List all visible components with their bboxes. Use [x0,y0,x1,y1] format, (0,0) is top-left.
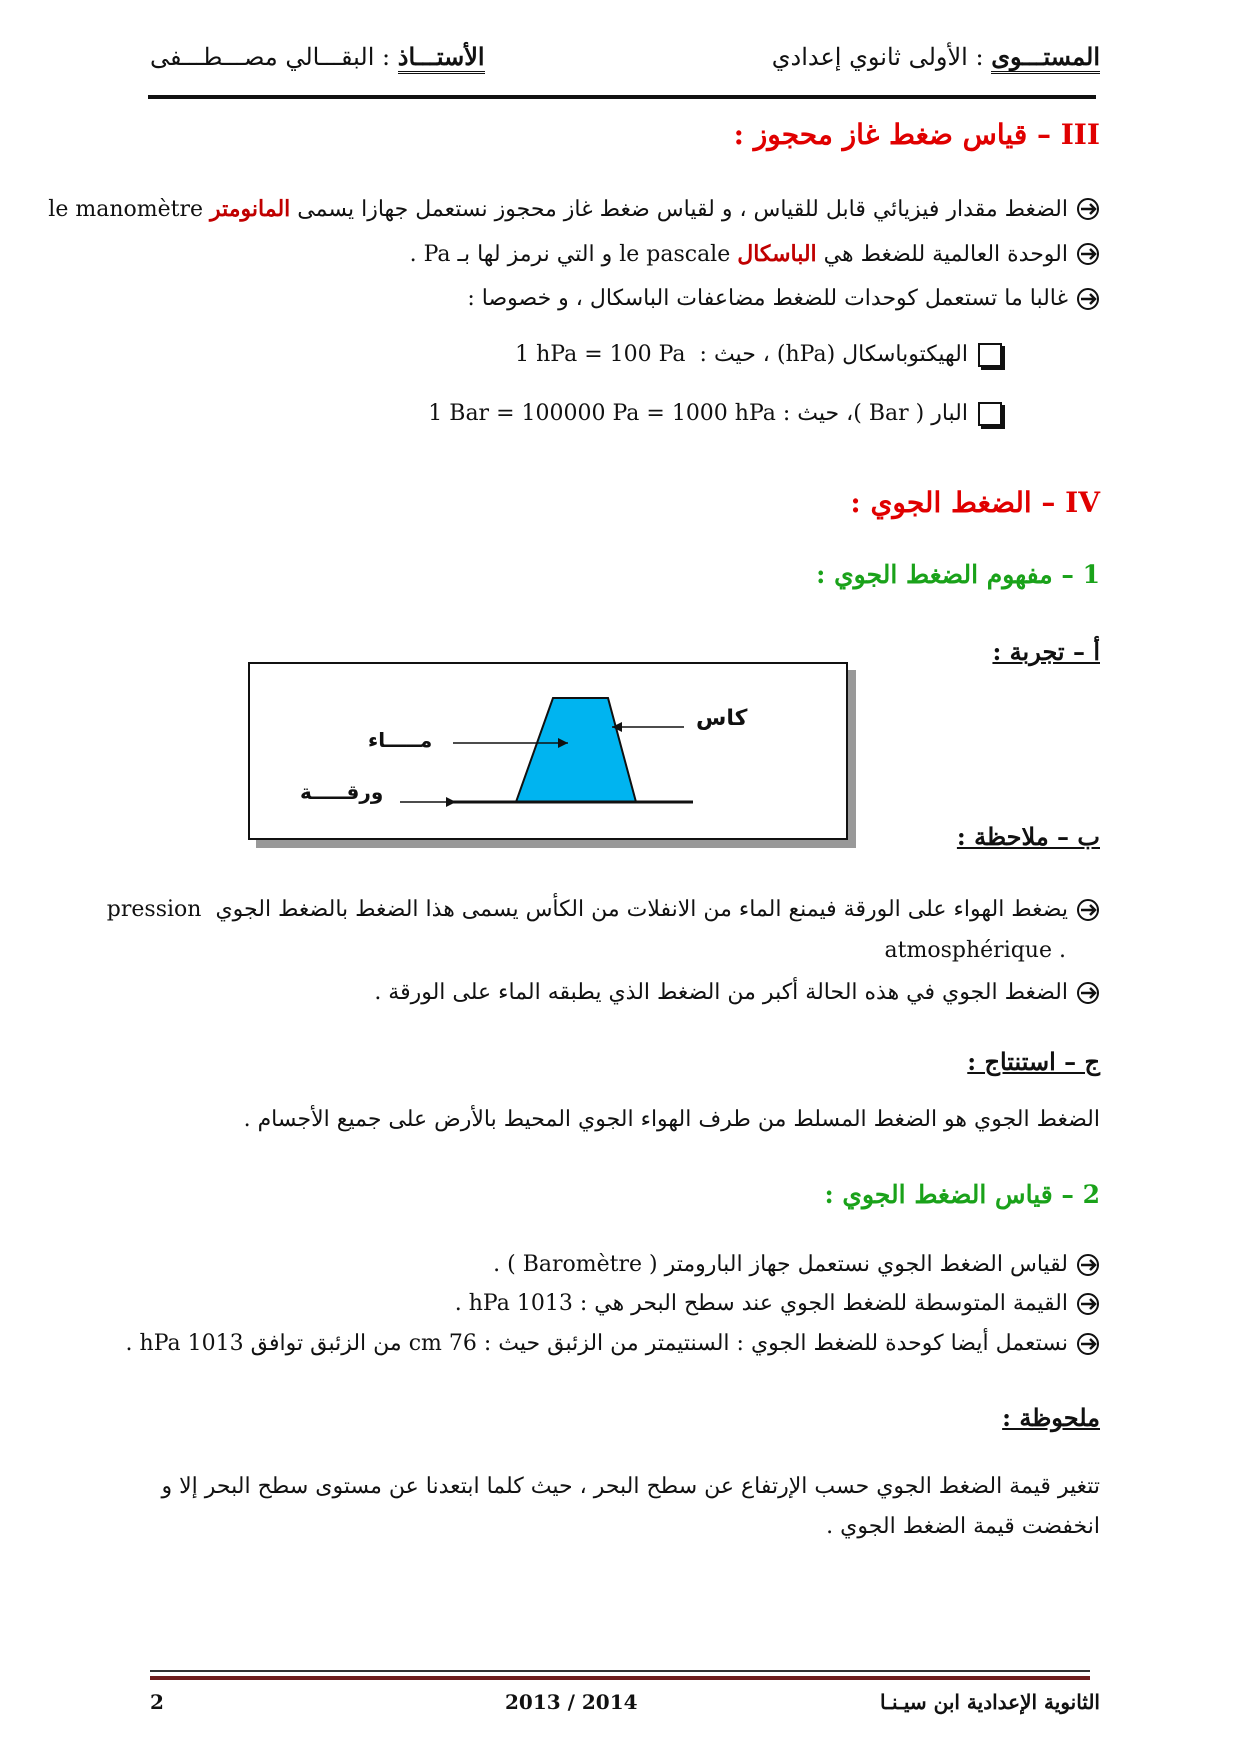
s3-bullet-3 [467,286,1100,311]
level-value: : الأولى ثانوي إعدادي [771,43,984,71]
footer-school: الثانوية الإعدادية ابن سيـنـا [880,1690,1100,1714]
unit-bar [428,401,1002,426]
diagram-canvas [248,662,848,842]
hand-bullet-icon [1076,242,1100,266]
s3-b2-fr: le pascale [619,241,731,267]
note-text: تتغير قيمة الضغط الجوي حسب الإرتفاع عن سطح البحر ، حيث كلما ابتعدنا عن مستوى سطح البحر إلا و انخفضت قيمة الضغط الجوي . [161,1474,1100,1539]
experiment-diagram [248,662,858,850]
obs-bullet-2 [374,980,1100,1005]
hand-bullet-icon [1076,197,1100,221]
measure2-text: القيمة المتوسطة للضغط الجوي عند سطح البحر هي : 1013 hPa . [454,1291,1068,1316]
s3-b1-text: الضغط مقدار فيزيائي قابل للقياس ، و لقياس ضغط غاز محجوز نستعمل جهازا يسمى [297,196,1068,222]
obs1-fr1: pression [106,897,202,922]
obs1-fr2: . atmosphérique [884,938,1066,963]
experiment-label: أ – تجربة : [992,637,1100,666]
section3-title: III – قياس ضغط غاز محجوز : [733,118,1100,151]
s3-b3-text: غالبا ما تستعمل كوحدات للضغط مضاعفات الباسكال ، و خصوصا : [467,286,1068,311]
hand-bullet-icon [1076,287,1100,311]
level-label: المستـــوى [991,42,1100,74]
obs2-text: الضغط الجوي في هذه الحالة أكبر من الضغط الذي يطبقه الماء على الورقة . [374,980,1068,1005]
glass-with-water [516,698,636,802]
conclusion-label: ج – استنتاج : [967,1047,1100,1076]
hand-bullet-icon [1076,1292,1100,1316]
s3-b2-red: الباسكال [737,241,817,267]
subsection2-title: 2 – قياس الضغط الجوي : [824,1180,1100,1209]
s3-b2-text: الوحدة العالمية للضغط هي [823,241,1068,267]
label-glass: كاس [696,706,748,731]
header-teacher [150,42,485,71]
section4-title: IV – الضغط الجوي : [850,486,1100,519]
unit-hpa-eq: 1 hPa = 100 Pa [515,342,686,367]
measure3-text: نستعمل أيضا كوحدة للضغط الجوي : السنتيمتر من الزئبق حيث : 76 cm من الزئبق توافق 1013 hPa . [125,1331,1068,1356]
measure-bullet-2 [455,1291,1100,1316]
label-paper: ورقـــــة [300,780,384,804]
hand-bullet-icon [1076,981,1100,1005]
obs1-text: يضغط الهواء على الورقة فيمنع الماء من الانفلات من الكأس يسمى هذا الضغط بالضغط الجوي [215,897,1068,922]
s3-bullet-1 [48,196,1100,222]
unit-bar-text: البار ( Bar )، حيث : [782,401,968,426]
teacher-label: الأستـــاذ [398,42,485,74]
footer-divider-thin [150,1670,1090,1672]
teacher-value: : البقـــالي مصـــطـــفى [150,43,391,71]
hand-bullet-icon [1076,898,1100,922]
s3-b1-fr: le manomètre [48,196,203,222]
checkbox-icon [978,343,1002,367]
note-label: ملحوظة : [1002,1403,1100,1432]
subsection1-title: 1 – مفهوم الضغط الجوي : [816,560,1100,589]
hand-bullet-icon [1076,1253,1100,1277]
measure-bullet-3 [126,1331,1100,1356]
unit-hpa [515,342,1002,367]
hand-bullet-icon [1076,1332,1100,1356]
footer-year: 2013 / 2014 [505,1690,638,1714]
footer-divider-thick [150,1676,1090,1680]
measure-bullet-1 [493,1252,1100,1277]
unit-hpa-text: الهيكتوباسكال (hPa) ، حيث : [699,342,968,367]
arrow-paper-head [446,797,456,807]
header-divider [148,95,1096,99]
s3-b2-tail: و التي نرمز لها بـ Pa . [409,241,613,267]
obs-bullet-1 [107,897,1100,922]
s3-bullet-2 [410,241,1100,267]
s3-b1-red: المانومتر [210,196,291,222]
unit-bar-eq: 1 Bar = 100000 Pa = 1000 hPa [428,401,776,426]
footer-page-number: 2 [150,1690,164,1714]
measure1-text: لقياس الضغط الجوي نستعمل جهاز البارومتر ( Baromètre ) . [493,1252,1068,1277]
conclusion-text: الضغط الجوي هو الضغط المسلط من طرف الهواء الجوي المحيط بالأرض على جميع الأجسام . [243,1107,1100,1132]
checkbox-icon [978,402,1002,426]
header-level [772,42,1100,71]
observation-label: ب – ملاحظة : [956,822,1100,851]
label-water: مـــــاء [368,728,433,752]
